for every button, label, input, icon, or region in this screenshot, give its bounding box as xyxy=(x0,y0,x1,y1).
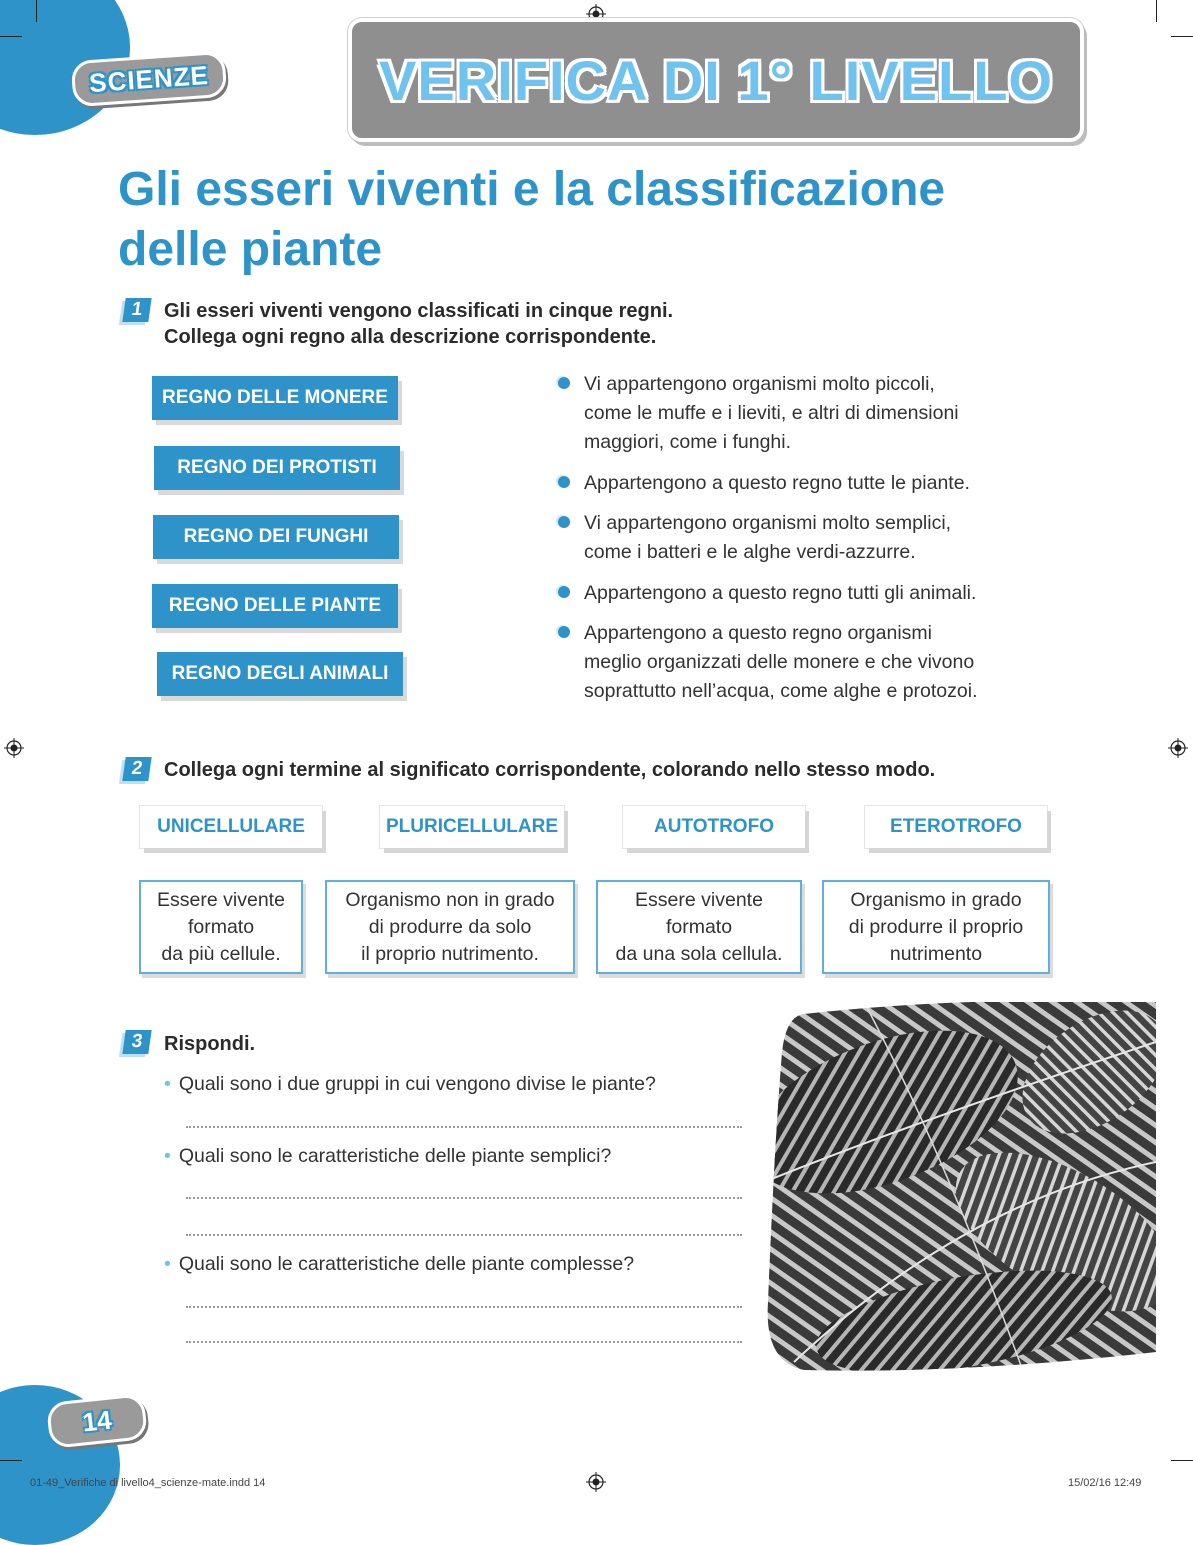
definition-line: Organismo in grado xyxy=(850,888,1022,911)
kingdom-description[interactable] xyxy=(556,619,1026,706)
crop-mark xyxy=(1156,0,1157,22)
banner-title: VERIFICA DI 1° LIVELLO xyxy=(379,48,1053,112)
exercise-number: 1 xyxy=(122,298,151,322)
description-line: maggiori, come i funghi. xyxy=(584,431,792,453)
question-bullet: • xyxy=(164,1145,171,1167)
kingdom-label[interactable]: REGNO DEGLI ANIMALI xyxy=(157,652,403,696)
registration-mark-icon xyxy=(4,738,24,758)
question-text: Quali sono le caratteristiche delle piante complesse? xyxy=(178,1253,635,1275)
definition-line: di produrre da solo xyxy=(368,915,532,938)
page-number-badge xyxy=(46,1393,148,1449)
question xyxy=(164,1073,656,1096)
answer-line[interactable] xyxy=(186,1306,742,1308)
footer-file-info: 01-49_Verifiche di livello4_scienze-mate.indd 14 xyxy=(30,1477,266,1489)
answer-line[interactable] xyxy=(186,1126,742,1128)
bullet-dot-icon xyxy=(558,626,570,638)
kingdom-description[interactable] xyxy=(556,579,1026,608)
crop-mark xyxy=(36,0,37,22)
exercise-number: 2 xyxy=(122,757,151,781)
registration-mark-icon xyxy=(586,1472,606,1492)
question-bullet: • xyxy=(164,1073,171,1095)
exercise-instruction: Collega ogni termine al significato corrispondente, colorando nello stesso modo. xyxy=(164,759,936,781)
registration-mark-icon xyxy=(1168,738,1188,758)
footer-date: 15/02/16 12:49 xyxy=(1068,1477,1142,1489)
kingdom-description[interactable] xyxy=(556,509,1026,567)
definition-line: Essere vivente xyxy=(157,888,285,911)
description-line: meglio organizzati delle monere e che vivono xyxy=(584,651,975,673)
description-line: Vi appartengono organismi molto semplici, xyxy=(584,512,952,534)
answer-line[interactable] xyxy=(186,1341,742,1343)
definition-box[interactable] xyxy=(822,880,1050,974)
definition-box[interactable] xyxy=(139,880,303,974)
description-line: Appartengono a questo regno organismi xyxy=(584,622,932,644)
question-text: Quali sono i due gruppi in cui vengono divise le piante? xyxy=(178,1073,656,1095)
kingdom-description[interactable] xyxy=(556,370,1026,457)
subject-label: SCIENZE xyxy=(88,59,210,98)
description-line: Appartengono a questo regno tutti gli animali. xyxy=(584,582,977,604)
term-card[interactable]: ETEROTROFO xyxy=(865,806,1047,848)
crop-mark xyxy=(1171,1460,1193,1461)
definition-line: formato xyxy=(665,915,733,938)
bullet-dot-icon xyxy=(558,476,570,488)
term-card[interactable]: PLURICELLULARE xyxy=(380,806,564,848)
page-title-line: Gli esseri viventi e la classificazione xyxy=(118,163,946,216)
definition-line: Organismo non in grado xyxy=(345,888,555,911)
kingdom-label[interactable]: REGNO DELLE MONERE xyxy=(152,376,398,420)
description-line: come le muffe e i lieviti, e altri di dimensioni xyxy=(584,402,959,424)
description-line: soprattutto nell’acqua, come alghe e protozoi. xyxy=(584,680,978,702)
description-line: Vi appartengono organismi molto piccoli, xyxy=(584,373,935,395)
bullet-dot-icon xyxy=(558,516,570,528)
crop-mark xyxy=(0,36,22,37)
definition-box[interactable] xyxy=(596,880,802,974)
crop-mark xyxy=(1171,36,1193,37)
kingdom-label[interactable]: REGNO DEI FUNGHI xyxy=(153,515,399,559)
definition-line: formato xyxy=(187,915,255,938)
bullet-dot-icon xyxy=(558,586,570,598)
fern-photo xyxy=(764,1002,1156,1374)
description-line: Appartengono a questo regno tutte le piante. xyxy=(584,472,970,494)
definition-line: da più cellule. xyxy=(161,942,281,965)
definition-line: nutrimento xyxy=(889,942,983,965)
page-number: 14 xyxy=(80,1404,113,1437)
exercise-number: 3 xyxy=(122,1030,151,1054)
answer-line[interactable] xyxy=(186,1234,742,1236)
question xyxy=(164,1145,611,1168)
exercise-instruction xyxy=(164,298,864,350)
definition-box[interactable] xyxy=(325,880,575,974)
page-title-line: delle piante xyxy=(118,223,383,276)
definition-line: Essere vivente xyxy=(635,888,763,911)
crop-mark xyxy=(0,1460,22,1461)
question xyxy=(164,1253,634,1276)
answer-line[interactable] xyxy=(186,1197,742,1199)
description-line: come i batteri e le alghe verdi-azzurre. xyxy=(584,541,916,563)
exercise-instruction: Rispondi. xyxy=(164,1033,256,1055)
instruction-line: Gli esseri viventi vengono classificati in cinque regni. xyxy=(164,300,674,322)
page-title xyxy=(118,160,1118,280)
kingdom-label[interactable]: REGNO DEI PROTISTI xyxy=(154,446,400,490)
subject-badge xyxy=(71,51,228,108)
question-bullet: • xyxy=(164,1253,171,1275)
definition-line: il proprio nutrimento. xyxy=(361,942,539,965)
question-text: Quali sono le caratteristiche delle piante semplici? xyxy=(178,1145,612,1167)
definition-line: di produrre il proprio xyxy=(848,915,1024,938)
definition-line: da una sola cellula. xyxy=(615,942,783,965)
term-card[interactable]: UNICELLULARE xyxy=(140,806,322,848)
kingdom-label[interactable]: REGNO DELLE PIANTE xyxy=(152,584,398,628)
term-card[interactable]: AUTOTROFO xyxy=(623,806,805,848)
bullet-dot-icon xyxy=(558,377,570,389)
instruction-line: Collega ogni regno alla descrizione corrispondente. xyxy=(164,326,657,348)
header-banner xyxy=(348,18,1084,142)
kingdom-description[interactable] xyxy=(556,469,1026,498)
